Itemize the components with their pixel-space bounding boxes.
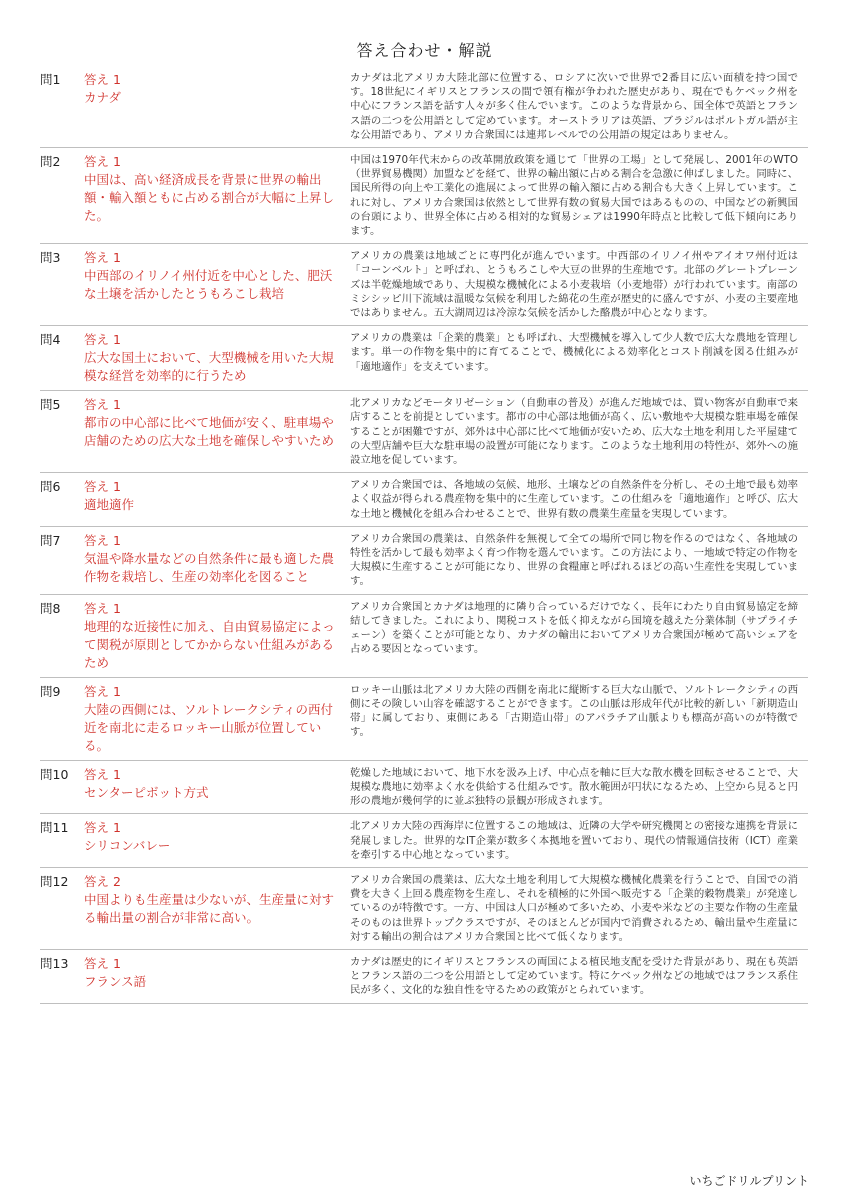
explanation-text: アメリカの農業は地域ごとに専門化が進んでいます。中西部のイリノイ州やアイオワ州付近は「コーンベルト」と呼ばれ、とうもろこしや大豆の世界的生産地です。北部のグレートプレーンズは半乾燥地域であり、大規模な機械化による小麦栽培（小麦地帯）が行われています。南部のミシシッピ川下流域は温暖な気候を利用した綿花の生産が歴史的に盛んですが、小麦の主要産地ではありません。五大湖周辺は冷涼な気候を活かした酪農が中心となります。 (350, 250, 798, 320)
answer-row (40, 950, 808, 1004)
answer-label: 答え 1 (84, 683, 121, 699)
answer-text: 適地適作 (84, 497, 135, 513)
answer-label: 答え 2 (84, 873, 121, 889)
answer-text: 中国は、高い経済成長を背景に世界の輸出額・輸入額ともに占める割合が大幅に上昇した。 (84, 172, 335, 224)
answer-list (40, 66, 808, 1004)
answer-row (40, 244, 808, 326)
answer-text: 気温や降水量などの自然条件に最も適した農作物を栽培し、生産の効率化を図ること (84, 550, 335, 584)
answer-label: 答え 1 (84, 600, 121, 616)
answer-label: 答え 1 (84, 532, 121, 548)
answer-cell (84, 478, 344, 521)
answer-text: 大陸の西側には、ソルトレークシティの西付近を南北に走るロッキー山脈が位置している。 (84, 701, 334, 753)
answer-row (40, 814, 808, 868)
answer-text: 地理的な近接性に加え、自由貿易協定によって関税が原則としてかからない仕組みがあるため (84, 618, 335, 670)
explanation-text: アメリカ合衆国では、各地域の気候、地形、土壌などの自然条件を分析し、その土地で最も効率よく収益が得られる農産物を集中的に生産しています。この仕組みを「適地適作」と呼び、広大な土地と機械化を組み合わせることで、世界有数の農業生産量を実現しています。 (350, 479, 798, 520)
explanation-text: 北アメリカ大陸の西海岸に位置するこの地域は、近隣の大学や研究機関との密接な連携を背景に発展しました。世界的なIT企業が数多く本拠地を置いており、現代の情報通信技術（ICT）産業を牽引する中心地となっています。 (350, 820, 798, 861)
question-number: 問12 (40, 873, 69, 889)
page-title: 答え合わせ・解説 (356, 41, 493, 60)
answer-label: 答え 1 (84, 250, 121, 266)
question-number: 問8 (40, 600, 61, 616)
question-number: 問1 (40, 72, 61, 87)
answer-label: 答え 1 (84, 397, 121, 413)
answer-cell (84, 873, 344, 944)
answer-cell (84, 766, 344, 809)
answer-cell (84, 532, 344, 589)
answer-row (40, 473, 808, 527)
answer-row (40, 326, 808, 391)
answer-text: シリコンバレー (84, 838, 171, 854)
answer-label: 答え 1 (84, 154, 121, 170)
answer-row (40, 66, 808, 148)
explanation-text: 乾燥した地域において、地下水を汲み上げ、中心点を軸に巨大な散水機を回転させることで、大規模な農地に効率よく水を供給する仕組みです。散水範囲が円状になるため、上空から見ると円形の農地が幾何学的に並ぶ独特の景観が形成されます。 (350, 766, 798, 808)
question-number: 問7 (40, 532, 61, 548)
explanation-text: アメリカ合衆国の農業は、広大な土地を利用して大規模な機械化農業を行うことで、自国での消費を大きく上回る農産物を生産し、それを積極的に外国へ販売する「企業的穀物農業」が発達しているのが特徴です。一方、中国は人口が極めて多いため、小麦や米などの主要な作物の生産量そのものは世界トップクラスですが、そのほとんどが国内で消費されるため、輸出量や生産量に対する輸出の割合はアメリカ合衆国と比べて低くなります。 (350, 873, 798, 943)
answer-row (40, 391, 808, 473)
explanation-text: 中国は1970年代末からの改革開放政策を通じて「世界の工場」として発展し、2001年のWTO（世界貿易機関）加盟などを経て、世界の輸出額に占める割合を急激に伸ばしました。同時に、国民所得の向上や工業化の進展によって世界の輸入額に占める割合も大きく上昇しています。これに対し、アメリカ合衆国は依然として世界有数の貿易大国ではあるものの、中国などの新興国の台頭により、世界全体に占める相対的な貿易シェアは1990年時点と比較して低下傾向にあります。 (350, 154, 798, 238)
answer-row (40, 148, 808, 244)
answer-row (40, 595, 808, 678)
explanation-text: アメリカ合衆国の農業は、自然条件を無視して全ての場所で同じ物を作るのではなく、各地域の特性を活かして最も効率よく育つ作物を選んでいます。この方法により、一地域で特定の作物を大規模に生産することが可能になり、世界の食糧庫と呼ばれるほどの高い生産性を実現しています。 (350, 532, 798, 588)
answer-cell (84, 331, 344, 385)
question-number: 問9 (40, 683, 61, 699)
answer-label: 答え 1 (84, 72, 121, 87)
answer-cell (84, 249, 344, 320)
question-number: 問5 (40, 397, 61, 413)
question-number: 問3 (40, 250, 61, 266)
explanation-text: アメリカ合衆国とカナダは地理的に隣り合っているだけでなく、長年にわたり自由貿易協定を締結してきました。これにより、関税コストを低く抑えながら国境を越えた分業体制（サプライチェーン）を築くことが可能となり、カナダの輸出においてアメリカ合衆国が極めて高いシェアを占める要因となっています。 (350, 600, 798, 656)
answer-row (40, 678, 808, 761)
explanation-text: カナダは北アメリカ大陸北部に位置する、ロシアに次いで世界で2番目に広い面積を持つ国です。18世紀にイギリスとフランスの間で領有権が争われた歴史があり、現在でもケベック州を中心にフランス語を話す人々が多く住んでいます。このような背景から、国全体で英語とフランス語の二つを公用語として定めています。オーストラリアは英語、ブラジルはポルトガル語が主な公用語であり、アメリカ合衆国には連邦レベルでの公用語の規定はありません。 (350, 72, 798, 141)
answer-row (40, 761, 808, 815)
explanation-text: ロッキー山脈は北アメリカ大陸の西側を南北に縦断する巨大な山脈で、ソルトレークシティの西側にその険しい山容を確認することができます。この山脈は形成年代が比較的新しい「新期造山帯」に属しており、東側にある「古期造山帯」のアパラチア山脈よりも標高が高いのが特徴です。 (350, 683, 798, 739)
question-number: 問13 (40, 955, 69, 971)
answer-text: 中国よりも生産量は少ないが、生産量に対する輸出量の割合が非常に高い。 (84, 891, 335, 925)
answer-label: 答え 1 (84, 955, 121, 971)
answer-text: 広大な国土において、大型機械を用いた大規模な経営を効率的に行うため (84, 350, 334, 384)
answer-text: 都市の中心部に比べて地価が安く、駐車場や店舗のための広大な土地を確保しやすいため (84, 415, 335, 449)
explanation-text: カナダは歴史的にイギリスとフランスの両国による植民地支配を受けた背景があり、現在も英語とフランス語の二つを公用語として定めています。特にケベック州などの地域ではフランス系住民が多く、文化的な独自性を守るための政策がとられています。 (350, 955, 798, 997)
answer-cell (84, 153, 344, 238)
answer-row (40, 527, 808, 595)
answer-text: 中西部のイリノイ州付近を中心とした、肥沃な土壌を活かしたとうもろこし栽培 (84, 268, 333, 302)
answer-label: 答え 1 (84, 332, 121, 348)
explanation-text: 北アメリカなどモータリゼーション（自動車の普及）が進んだ地域では、買い物客が自動車で来店することを前提としています。都市の中心部は地価が高く、広い敷地や大規模な駐車場を確保することが困難ですが、郊外は中心部に比べて地価が安いため、広大な土地を利用した平屋建ての大型店舗や巨大な駐車場の設置が可能になります。このような土地利用の特性が、郊外への施設立地を促しています。 (350, 397, 798, 467)
answer-label: 答え 1 (84, 820, 121, 836)
answer-cell (84, 683, 344, 755)
answer-text: フランス語 (84, 973, 147, 989)
answer-row (40, 868, 808, 950)
answer-cell (84, 71, 344, 142)
answer-cell (84, 600, 344, 672)
question-number: 問4 (40, 332, 61, 348)
answer-cell (84, 396, 344, 467)
footer-brand: いちごドリルプリント (689, 1174, 809, 1188)
answer-cell (84, 955, 344, 998)
answer-cell (84, 819, 344, 862)
explanation-text: アメリカの農業は「企業的農業」とも呼ばれ、大型機械を導入して少人数で広大な農地を管理します。単一の作物を集中的に育てることで、機械化による効率化とコスト削減を図る仕組みが「適地適作」を支えています。 (350, 332, 798, 373)
question-number: 問11 (40, 820, 69, 836)
answer-label: 答え 1 (84, 766, 121, 782)
answer-text: センターピボット方式 (84, 784, 209, 800)
question-number: 問10 (40, 766, 69, 782)
answer-label: 答え 1 (84, 479, 121, 495)
answer-text: カナダ (84, 90, 121, 105)
question-number: 問6 (40, 479, 61, 495)
question-number: 問2 (40, 154, 61, 170)
